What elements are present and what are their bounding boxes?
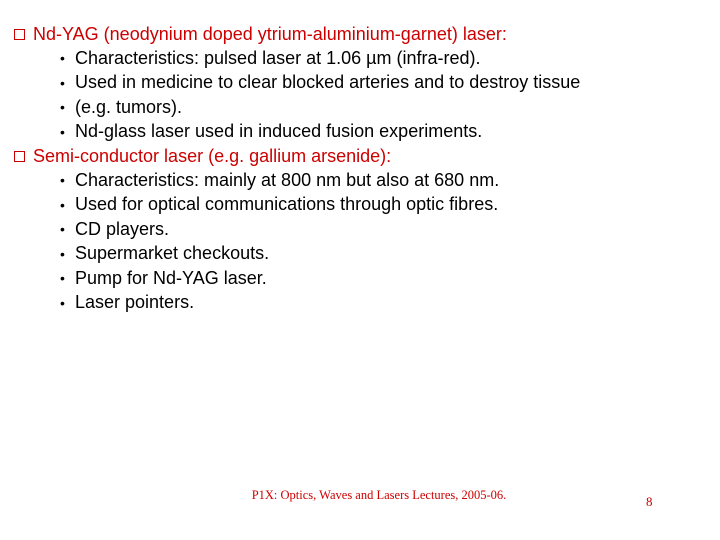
list-item xyxy=(14,242,714,267)
list-item-text: CD players. xyxy=(75,218,170,239)
list-item xyxy=(14,46,714,71)
section-heading-text: Semi-conductor laser (e.g. gallium arsenide): xyxy=(33,145,392,166)
bullet-dot-icon: • xyxy=(60,270,65,287)
list-item-text: Supermarket checkouts. xyxy=(75,243,270,264)
bullet-dot-icon: • xyxy=(60,294,65,311)
list-item-text: Laser pointers. xyxy=(75,292,195,313)
list-item xyxy=(14,291,714,316)
list-item xyxy=(14,95,714,120)
bullet-dot-icon: • xyxy=(60,172,65,189)
list-item-text: Characteristics: pulsed laser at 1.06 µm (infra-red). xyxy=(75,47,481,68)
slide-footer: P1X: Optics, Waves and Lasers Lectures, 2005-06. xyxy=(251,488,507,502)
list-item xyxy=(14,193,714,218)
hollow-square-icon xyxy=(14,29,25,40)
list-item-text: Used for optical communications through optic fibres. xyxy=(75,194,499,215)
list-item xyxy=(14,217,714,242)
list-item-text: Nd-glass laser used in induced fusion experiments. xyxy=(75,121,483,142)
bullet-dot-icon: • xyxy=(60,99,65,116)
section-heading-text: Nd-YAG (neodynium doped ytrium-aluminium-garnet) laser: xyxy=(33,23,507,44)
list-item-text: (e.g. tumors). xyxy=(75,96,183,117)
slide-content xyxy=(14,22,714,315)
section-heading-semiconductor xyxy=(14,144,714,168)
page-number: 8 xyxy=(646,494,653,509)
list-item-text: Used in medicine to clear blocked arteries and to destroy tissue xyxy=(75,72,581,93)
list-item xyxy=(14,71,714,96)
bullet-dot-icon: • xyxy=(60,245,65,262)
bullet-dot-icon: • xyxy=(60,221,65,238)
list-item-text: Characteristics: mainly at 800 nm but also at 680 nm. xyxy=(75,169,500,190)
section-heading-ndyag xyxy=(14,22,714,46)
list-item xyxy=(14,120,714,145)
bullet-dot-icon: • xyxy=(60,74,65,91)
bullet-dot-icon: • xyxy=(60,123,65,140)
list-item xyxy=(14,168,714,193)
hollow-square-icon xyxy=(14,151,25,162)
bullet-dot-icon: • xyxy=(60,50,65,67)
list-item-text: Pump for Nd-YAG laser. xyxy=(75,267,267,288)
bullet-dot-icon: • xyxy=(60,196,65,213)
list-item xyxy=(14,266,714,291)
